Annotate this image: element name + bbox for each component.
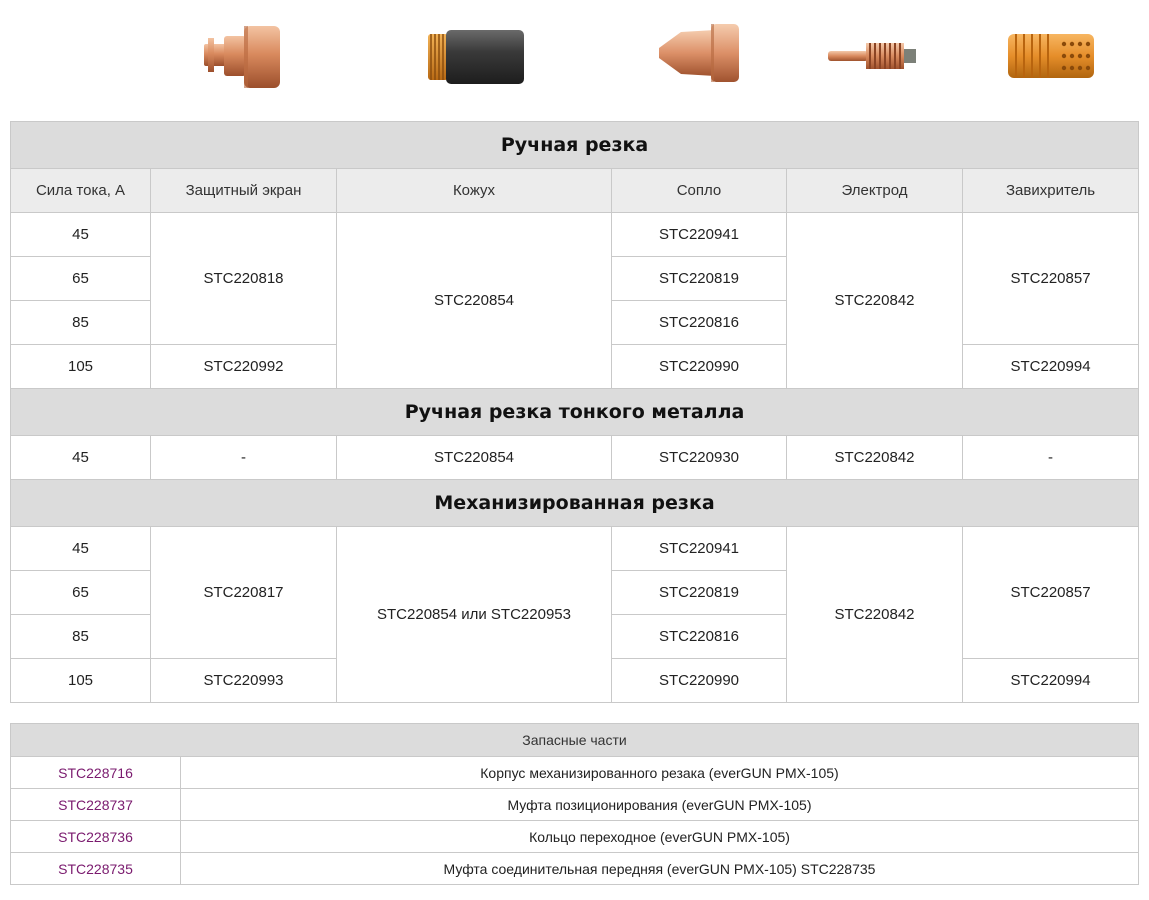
amps-cell: 65 (11, 257, 151, 301)
table-row (11, 436, 1139, 480)
shield-code-link[interactable]: STC220992 (151, 345, 337, 389)
shield-code-link[interactable]: STC220818 (151, 213, 337, 345)
column-header-shield: Защитный экран (151, 169, 337, 213)
spare-part-description: Кольцо переходное (everGUN PMX-105) (181, 821, 1139, 853)
section-title: Ручная резка тонкого металла (11, 389, 1139, 436)
nozzle-code-link[interactable]: STC220819 (612, 257, 787, 301)
electrode-image (826, 40, 920, 72)
nozzle-code-link[interactable]: STC220816 (612, 301, 787, 345)
table-row (11, 757, 1139, 789)
amps-cell: 45 (11, 213, 151, 257)
spare-part-code-link[interactable]: STC228736 (11, 821, 181, 853)
column-header-nozzle: Сопло (612, 169, 787, 213)
retaining-cap-image (426, 28, 526, 86)
amps-cell: 45 (11, 436, 151, 480)
table-row (11, 789, 1139, 821)
table-row (11, 821, 1139, 853)
nozzle-image (655, 22, 743, 84)
spare-part-code-link[interactable]: STC228716 (11, 757, 181, 789)
spare-part-code-link[interactable]: STC228737 (11, 789, 181, 821)
shield-cup-image (200, 22, 286, 92)
cap-code-link[interactable]: STC220854 (337, 436, 612, 480)
cap-code-link[interactable]: STC220854 (337, 213, 612, 389)
amps-cell: 45 (11, 527, 151, 571)
table-row (11, 527, 1139, 571)
spare-parts-table (10, 723, 1139, 885)
shield-cell-empty: - (151, 436, 337, 480)
section-header-row (11, 122, 1139, 169)
column-header-amps: Сила тока, А (11, 169, 151, 213)
spare-part-description: Муфта позиционирования (everGUN PMX-105) (181, 789, 1139, 821)
amps-cell: 65 (11, 571, 151, 615)
nozzle-code-link[interactable]: STC220816 (612, 615, 787, 659)
section-title: Механизированная резка (11, 480, 1139, 527)
amps-cell: 105 (11, 659, 151, 703)
table-row (11, 853, 1139, 885)
swirl-ring-code-link[interactable]: STC220857 (963, 213, 1139, 345)
electrode-code-link[interactable]: STC220842 (787, 213, 963, 389)
spare-part-description: Муфта соединительная передняя (everGUN PMX-105) STC228735 (181, 853, 1139, 885)
cap-code-link[interactable]: STC220854 или STC220953 (337, 527, 612, 703)
nozzle-code-link[interactable]: STC220930 (612, 436, 787, 480)
swirl-ring-code-link[interactable]: STC220994 (963, 659, 1139, 703)
spare-part-code-link[interactable]: STC228735 (11, 853, 181, 885)
consumables-images-row (0, 0, 1149, 118)
spare-part-description: Корпус механизированного резака (everGUN PMX-105) (181, 757, 1139, 789)
swirl-ring-image (1006, 30, 1098, 82)
section-header-row (11, 480, 1139, 527)
electrode-code-link[interactable]: STC220842 (787, 527, 963, 703)
column-header-electrode: Электрод (787, 169, 963, 213)
section-title: Ручная резка (11, 122, 1139, 169)
table-row (11, 213, 1139, 257)
consumables-table (10, 121, 1139, 703)
column-header-swirl-ring: Завихритель (963, 169, 1139, 213)
shield-code-link[interactable]: STC220993 (151, 659, 337, 703)
amps-cell: 85 (11, 615, 151, 659)
amps-cell: 85 (11, 301, 151, 345)
nozzle-code-link[interactable]: STC220819 (612, 571, 787, 615)
spare-parts-title: Запасные части (11, 724, 1139, 757)
shield-code-link[interactable]: STC220817 (151, 527, 337, 659)
spare-parts-header-row (11, 724, 1139, 757)
amps-cell: 105 (11, 345, 151, 389)
column-header-row (11, 169, 1139, 213)
section-header-row (11, 389, 1139, 436)
nozzle-code-link[interactable]: STC220941 (612, 213, 787, 257)
electrode-code-link[interactable]: STC220842 (787, 436, 963, 480)
nozzle-code-link[interactable]: STC220990 (612, 345, 787, 389)
swirl-ring-cell-empty: - (963, 436, 1139, 480)
swirl-ring-code-link[interactable]: STC220994 (963, 345, 1139, 389)
nozzle-code-link[interactable]: STC220941 (612, 527, 787, 571)
column-header-cap: Кожух (337, 169, 612, 213)
swirl-ring-code-link[interactable]: STC220857 (963, 527, 1139, 659)
nozzle-code-link[interactable]: STC220990 (612, 659, 787, 703)
